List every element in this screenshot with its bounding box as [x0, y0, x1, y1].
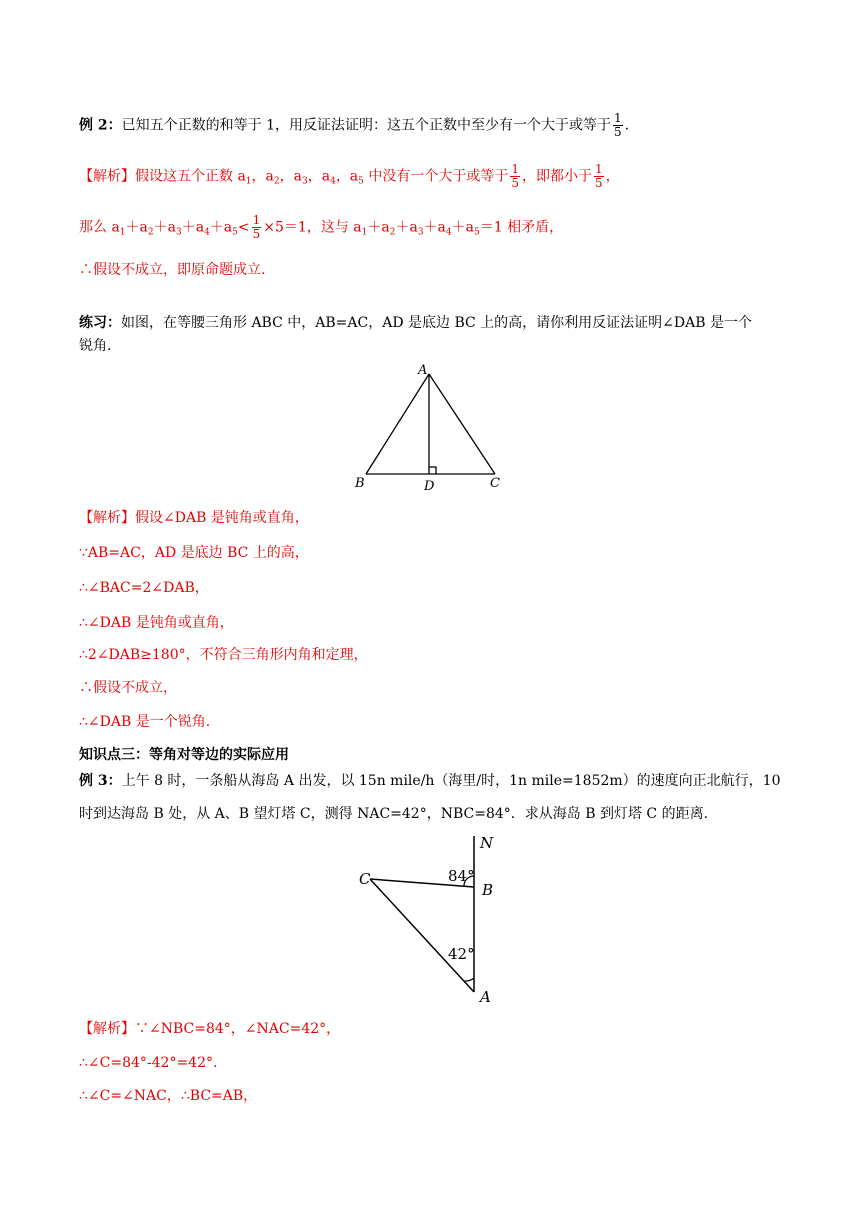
angle-arc-a	[464, 978, 474, 981]
practice-solution-line-5: ∴2∠DAB≥180°，不符合三角形内角和定理，	[79, 647, 368, 663]
fraction: $\frac{1}{5}$	[252, 213, 261, 241]
solution-label: 【解析】	[79, 510, 135, 526]
fraction: $\frac{1}{5}$	[595, 162, 603, 190]
segment-ac	[429, 374, 495, 474]
isosceles-triangle-figure	[340, 362, 520, 497]
practice-solution-line-4: ∴∠DAB 是钝角或直角，	[79, 615, 234, 631]
segment-ca	[370, 879, 474, 992]
example-3-solution-line-1: 【解析】∵∠NBC=84°，∠NAC=42°，	[79, 1021, 341, 1037]
practice-solution-line-3: ∴∠BAC=2∠DAB，	[79, 580, 209, 596]
practice-statement-line-2: 锐角.	[79, 338, 112, 354]
solution-2-line-1: 【解析】假设这五个正数 $a_1$，$a_2$，$a_3$，$a_4$，$a_5$ 中没有一个大于或等于 $\frac{1}{5}$ ，即都小于 $\frac{1}{5}$ ，	[79, 162, 620, 190]
example-3-statement-line-2: 时到达海岛 B 处，从 A、B 望灯塔 C，测得 NAC=42°，NBC=84°．求从海岛 B 到灯塔 C 的距离.	[79, 806, 709, 822]
example-label: 例 2：	[79, 117, 122, 134]
fraction: $\frac{1}{5}$	[511, 162, 519, 190]
example-3-statement-line-1: 例 3：上午 8 时，一条船从海岛 A 出发，以 15n mile/h（海里/时，1n mile=1852m）的速度向正北航行，10	[79, 773, 781, 789]
example-3-solution-line-3: ∴∠C=∠NAC，∴BC=AB，	[79, 1088, 258, 1104]
label-a: A	[418, 363, 428, 378]
segment-ab	[366, 374, 429, 474]
practice-solution-line-7: ∴∠DAB 是一个锐角.	[79, 714, 211, 730]
practice-solution-line-2: ∵AB=AC，AD 是底边 BC 上的高，	[79, 545, 309, 561]
angle-label-b: 84°	[448, 867, 475, 885]
label-d: D	[424, 479, 435, 494]
practice-statement-line-1: 练习：如图，在等腰三角形 ABC 中，AB=AC，AD 是底边 BC 上的高，请你利用反证法证明∠DAB 是一个	[79, 315, 752, 331]
label-c: C	[490, 476, 500, 491]
example-text: 已知五个正数的和等于 1，用反证法证明：这五个正数中至少有一个大于或等于	[121, 117, 611, 134]
example-2-statement: 例 2：已知五个正数的和等于 1，用反证法证明：这五个正数中至少有一个大于或等于 $\frac{1}{5}$ .	[79, 111, 630, 139]
fraction: $\frac{1}{5}$	[613, 111, 622, 139]
practice-label: 练习：	[79, 315, 121, 331]
solution-label: 【解析】	[79, 168, 135, 185]
solution-2-line-2: 那么 $a_1+a_2+a_3+a_4+a_5<$ $\frac{1}{5}$ ×5＝1，这与 $a_1+a_2+a_3+a_4+a_5=1$ 相矛盾，	[79, 213, 564, 241]
knowledge-point-title: 知识点三：等角对等边的实际应用	[79, 747, 289, 763]
label-a: A	[480, 988, 491, 1006]
example-label: 例 3：	[79, 773, 122, 789]
label-n: N	[480, 834, 494, 852]
solution-label: 【解析】	[79, 1021, 135, 1037]
lighthouse-figure	[355, 832, 515, 1010]
solution-2-line-3: ∴假设不成立，即原命题成立.	[79, 262, 266, 278]
label-b: B	[355, 476, 365, 491]
practice-solution-line-6: ∴假设不成立，	[79, 680, 177, 696]
label-b: B	[482, 881, 494, 899]
example-3-solution-line-2: ∴∠C=84°-42°=42°.	[79, 1055, 218, 1071]
right-angle-mark	[429, 467, 436, 474]
angle-label-a: 42°	[448, 945, 475, 963]
practice-solution-line-1: 【解析】假设∠DAB 是钝角或直角，	[79, 510, 309, 526]
label-c: C	[359, 870, 371, 888]
